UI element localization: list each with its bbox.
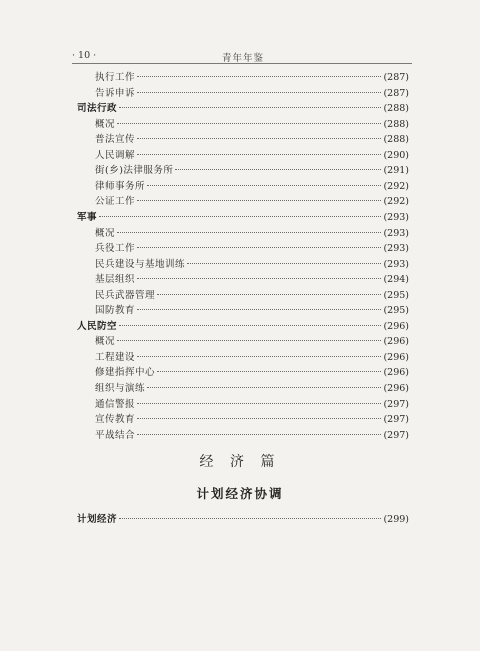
toc-entry[interactable] <box>95 70 409 85</box>
dot-leader <box>137 309 381 310</box>
toc-section-entry[interactable] <box>77 319 409 334</box>
toc-entry-page: (288) <box>383 103 409 115</box>
toc-entry-page: (296) <box>383 351 409 363</box>
toc-entry-label: 街(乡)法律服务所 <box>95 165 174 177</box>
dot-leader <box>137 92 381 93</box>
dot-leader <box>137 278 381 279</box>
dot-leader <box>157 294 381 295</box>
toc-entry-page: (290) <box>383 149 409 161</box>
toc-entry-label: 告诉申诉 <box>95 87 136 99</box>
toc-entry-final[interactable] <box>77 512 409 527</box>
toc-entry[interactable] <box>95 257 409 272</box>
dot-leader <box>119 518 381 519</box>
toc-entry[interactable] <box>95 397 409 412</box>
page-header <box>72 50 414 64</box>
toc-entry-page: (297) <box>383 429 409 441</box>
dot-leader <box>137 154 381 155</box>
toc-entry[interactable] <box>95 148 409 163</box>
section-subtitle: 计划经济协调 <box>196 486 284 501</box>
toc-entry-page: (293) <box>383 258 409 270</box>
dot-leader <box>157 371 381 372</box>
toc-entry-label: 民兵建设与基地训练 <box>95 258 186 270</box>
toc-entry-page: (297) <box>383 398 409 410</box>
dot-leader <box>99 216 381 217</box>
toc-entry-label: 概况 <box>95 227 116 239</box>
toc-entry-page: (287) <box>383 72 409 83</box>
toc-section-entry[interactable] <box>77 101 409 116</box>
toc-entry-label: 军事 <box>77 211 98 223</box>
toc-entry-page: (296) <box>383 336 409 348</box>
toc-entry-page: (293) <box>383 243 409 255</box>
toc-entry-page: (287) <box>383 87 409 99</box>
dot-leader <box>187 263 381 264</box>
toc-entry-label: 国防教育 <box>95 305 136 317</box>
dot-leader <box>175 169 381 170</box>
toc-entry[interactable] <box>95 226 409 241</box>
dot-leader <box>137 434 381 435</box>
dot-leader <box>137 76 381 77</box>
toc-entry-label: 民兵武器管理 <box>95 289 156 301</box>
toc-entry[interactable] <box>95 194 409 209</box>
dot-leader <box>137 247 381 248</box>
toc-entry[interactable] <box>95 163 409 178</box>
toc-entry[interactable] <box>95 303 409 318</box>
dot-leader <box>119 325 381 326</box>
toc-entry[interactable] <box>95 428 409 443</box>
toc-entry-page: (293) <box>383 211 409 223</box>
toc-entry-page: (299) <box>383 514 409 525</box>
toc-section-entry[interactable] <box>77 210 409 225</box>
toc-entry-page: (295) <box>383 305 409 317</box>
toc-entry-page: (295) <box>383 289 409 301</box>
toc-entry[interactable] <box>95 86 409 101</box>
toc-entry[interactable] <box>95 132 409 147</box>
toc-entry-page: (296) <box>383 320 409 332</box>
toc-entry-label: 概况 <box>95 118 116 130</box>
toc-entry[interactable] <box>95 117 409 132</box>
toc-entry[interactable] <box>95 241 409 256</box>
toc-entry-label: 计划经济 <box>77 514 118 525</box>
toc-entry[interactable] <box>95 272 409 287</box>
toc-entry-label: 平战结合 <box>95 429 136 441</box>
dot-leader <box>117 232 381 233</box>
page-number: · 10 · <box>72 50 97 61</box>
toc-entry[interactable] <box>95 412 409 427</box>
dot-leader <box>147 185 381 186</box>
toc-entry-label: 宣传教育 <box>95 414 136 426</box>
toc-entry[interactable] <box>95 334 409 349</box>
header-divider <box>72 63 412 64</box>
dot-leader <box>119 107 381 108</box>
toc-entry-label: 司法行政 <box>77 103 118 115</box>
dot-leader <box>137 403 381 404</box>
dot-leader <box>117 123 381 124</box>
toc-entry-page: (292) <box>383 196 409 208</box>
toc-entry-page: (294) <box>383 274 409 286</box>
toc-entry-label: 人民防空 <box>77 320 118 332</box>
toc-entry-page: (288) <box>383 134 409 146</box>
toc-entry-page: (293) <box>383 227 409 239</box>
toc-entry-page: (296) <box>383 367 409 379</box>
toc-entry-label: 通信警报 <box>95 398 136 410</box>
toc-entry[interactable] <box>95 179 409 194</box>
toc-entry-label: 组织与演练 <box>95 383 146 394</box>
toc-entry-page: (291) <box>383 165 409 177</box>
toc-entry[interactable] <box>95 288 409 303</box>
toc-entry-label: 执行工作 <box>95 72 136 83</box>
dot-leader <box>117 340 381 341</box>
dot-leader <box>147 387 381 388</box>
dot-leader <box>137 418 381 419</box>
toc-entry-label: 普法宣传 <box>95 134 136 146</box>
section-title: 经 济 篇 <box>199 454 281 470</box>
toc-entry-page: (288) <box>383 118 409 130</box>
book-title: 青年年鉴 <box>221 53 264 64</box>
toc-entry-label: 概况 <box>95 336 116 348</box>
toc-entry-page: (292) <box>383 180 409 192</box>
toc-entry[interactable] <box>95 350 409 365</box>
toc-entry-label: 兵役工作 <box>95 243 136 255</box>
toc-entry-label: 律师事务所 <box>95 180 146 192</box>
toc-entry-page: (297) <box>383 414 409 426</box>
toc-entry-label: 基层组织 <box>95 274 136 286</box>
toc-entry-label: 公证工作 <box>95 196 136 208</box>
toc-entry-label: 工程建设 <box>95 351 136 363</box>
toc-entry[interactable] <box>95 381 409 396</box>
dot-leader <box>137 356 381 357</box>
toc-entry-label: 修建指挥中心 <box>95 367 156 379</box>
dot-leader <box>137 138 381 139</box>
toc-entry-page: (296) <box>383 383 409 394</box>
dot-leader <box>137 200 381 201</box>
toc-entry-label: 人民调解 <box>95 149 136 161</box>
toc-entry[interactable] <box>95 365 409 380</box>
